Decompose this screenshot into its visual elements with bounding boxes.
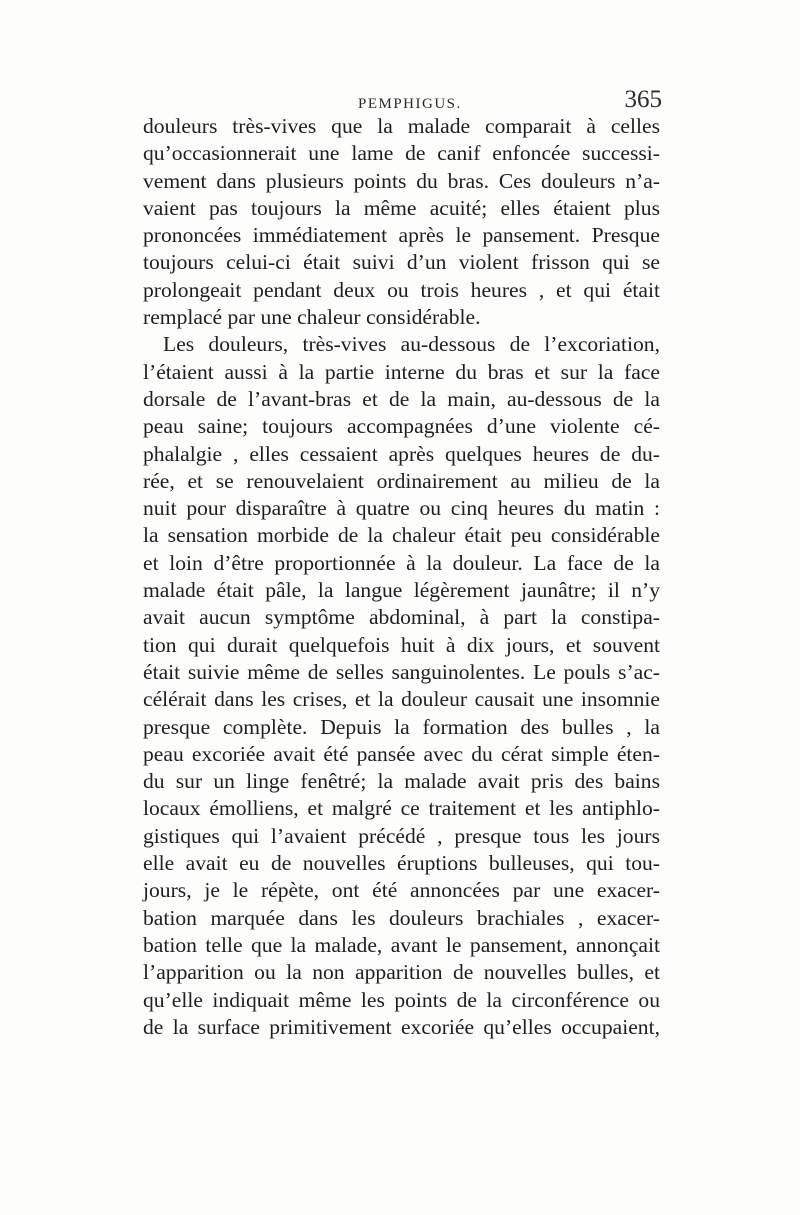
running-head: PEMPHIGUS. — [358, 96, 462, 112]
text-line: bation marquée dans les douleurs brachiales , exacer- — [143, 905, 660, 930]
text-line: qu’elle indiquait même les points de la circonférence ou — [143, 987, 660, 1012]
text-line: phalalgie , elles cessaient après quelques heures de du- — [143, 441, 660, 466]
text-line: du sur un linge fenêtré; la malade avait pris des bains — [143, 769, 660, 794]
text-line: presque complète. Depuis la formation des bulles , la — [143, 714, 660, 739]
text-line: jours, je le répète, ont été annoncées par une exacer- — [143, 878, 660, 903]
text-line: locaux émolliens, et malgré ce traitement et les antiphlo- — [143, 796, 660, 821]
text-line: rée, et se renouvelaient ordinairement au milieu de la — [143, 468, 660, 493]
text-line: qu’occasionnerait une lame de canif enfoncée successi- — [143, 141, 660, 166]
text-line: célérait dans les crises, et la douleur causait une insomnie — [143, 687, 660, 712]
body-text — [143, 113, 660, 1041]
text-line: prononcées immédiatement après le pansement. Presque — [143, 223, 660, 248]
text-line: prolongeait pendant deux ou trois heures , et qui était — [143, 277, 660, 302]
text-line: bation telle que la malade, avant le pansement, annonçait — [143, 932, 660, 957]
text-line: elle avait eu de nouvelles éruptions bulleuses, qui tou- — [143, 851, 660, 876]
text-line: avait aucun symptôme abdominal, à part la constipa- — [143, 605, 660, 630]
text-line: malade était pâle, la langue légèrement jaunâtre; il n’y — [143, 578, 660, 603]
text-line: peau excoriée avait été pansée avec du cérat simple éten- — [143, 741, 660, 766]
text-line: dorsale de l’avant-bras et de la main, au-dessous de la — [143, 386, 660, 411]
text-line: de la surface primitivement excoriée qu’elles occupaient, — [143, 1014, 660, 1039]
page-number: 365 — [624, 86, 662, 113]
text-line: et loin d’être proportionnée à la douleur. La face de la — [143, 550, 660, 575]
text-line: nuit pour disparaître à quatre ou cinq heures du matin : — [143, 496, 660, 521]
text-line: Les douleurs, très-vives au-dessous de l’excoriation, — [163, 332, 660, 357]
text-line: l’étaient aussi à la partie interne du bras et sur la face — [143, 359, 660, 384]
text-line: tion qui durait quelquefois huit à dix jours, et souvent — [143, 632, 660, 657]
text-line: douleurs très-vives que la malade comparait à celles — [143, 114, 660, 138]
text-line: vaient pas toujours la même acuité; elles étaient plus — [143, 195, 660, 220]
text-line: était suivie même de selles sanguinolentes. Le pouls s’ac- — [143, 659, 660, 684]
text-line: vement dans plusieurs points du bras. Ces douleurs n’a- — [143, 168, 660, 193]
text-line: gistiques qui l’avaient précédé , presque tous les jours — [143, 823, 660, 848]
text-line: remplacé par une chaleur considérable. — [143, 305, 481, 330]
text-line: l’apparition ou la non apparition de nouvelles bulles, et — [143, 960, 660, 985]
text-line: toujours celui-ci était suivi d’un violent frisson qui se — [143, 250, 660, 275]
text-line: peau saine; toujours accompagnées d’une violente cé- — [143, 414, 660, 439]
text-line: la sensation morbide de la chaleur était peu considérable — [143, 523, 660, 548]
